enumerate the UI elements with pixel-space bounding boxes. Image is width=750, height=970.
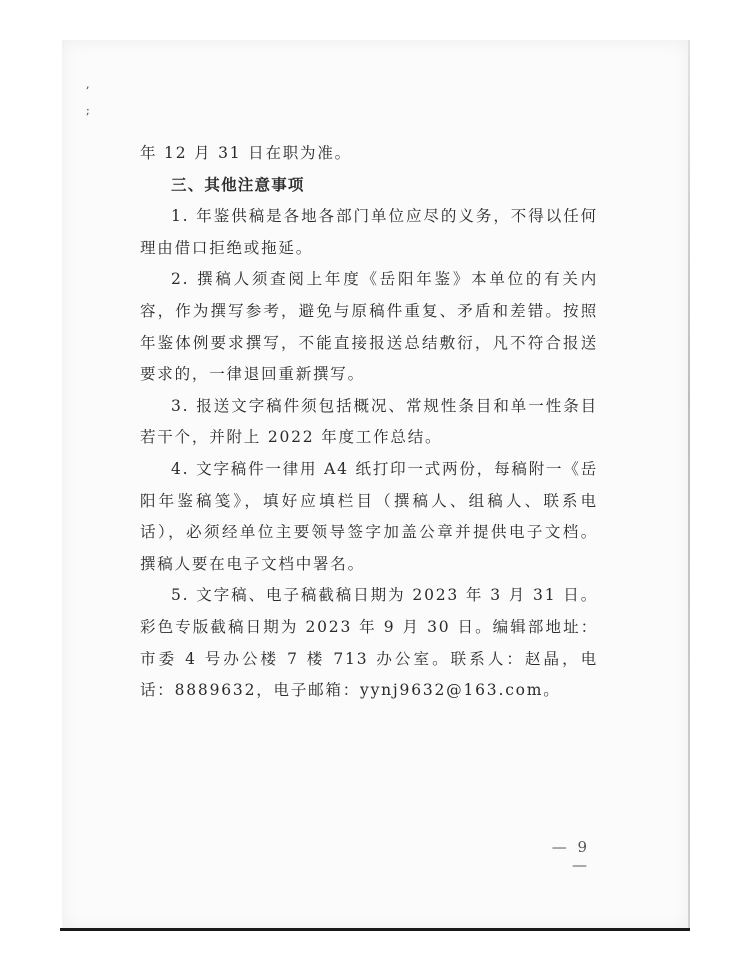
page-number: — 9 — xyxy=(551,838,590,874)
section-heading: 三、其他注意事项 xyxy=(171,175,305,194)
document-body xyxy=(140,138,598,707)
page-edge-shadow xyxy=(688,40,690,930)
paragraph-item-1: 1. 年鉴供稿是各地各部门单位应尽的义务，不得以任何理由借口拒绝或拖延。 xyxy=(140,207,598,257)
scan-specks: , ; xyxy=(86,78,90,117)
paragraph-item-4: 4. 文字稿件一律用 A4 纸打印一式两份，每稿附一《岳阳年鉴稿笺》，填好应填栏目（撰稿人、组稿人、联系电话），必须经单位主要领导签字加盖公章并提供电子文档。撰稿人要在电子文档中署名。 xyxy=(140,459,598,573)
paragraph-item-2: 2. 撰稿人须查阅上年度《岳阳年鉴》本单位的有关内容，作为撰写参考，避免与原稿件重复、矛盾和差错。按照年鉴体例要求撰写，不能直接报送总结敷衍，凡不符合报送要求的，一律退回重新撰写。 xyxy=(140,270,598,384)
footer-rule xyxy=(60,928,690,931)
paragraph-item-5: 5. 文字稿、电子稿截稿日期为 2023 年 3 月 31 日。彩色专版截稿日期为 2023 年 9 月 30 日。编辑部地址：市委 4 号办公楼 7 楼 713 办公室。联系人：赵晶，电话：8889632，电子邮箱：yynj9632@163.com。 xyxy=(140,586,598,700)
paragraph-item-3: 3. 报送文字稿件须包括概况、常规性条目和单一性条目若干个，并附上 2022 年度工作总结。 xyxy=(140,396,598,447)
paragraph-continuation: 年 12 月 31 日在职为准。 xyxy=(140,144,352,162)
